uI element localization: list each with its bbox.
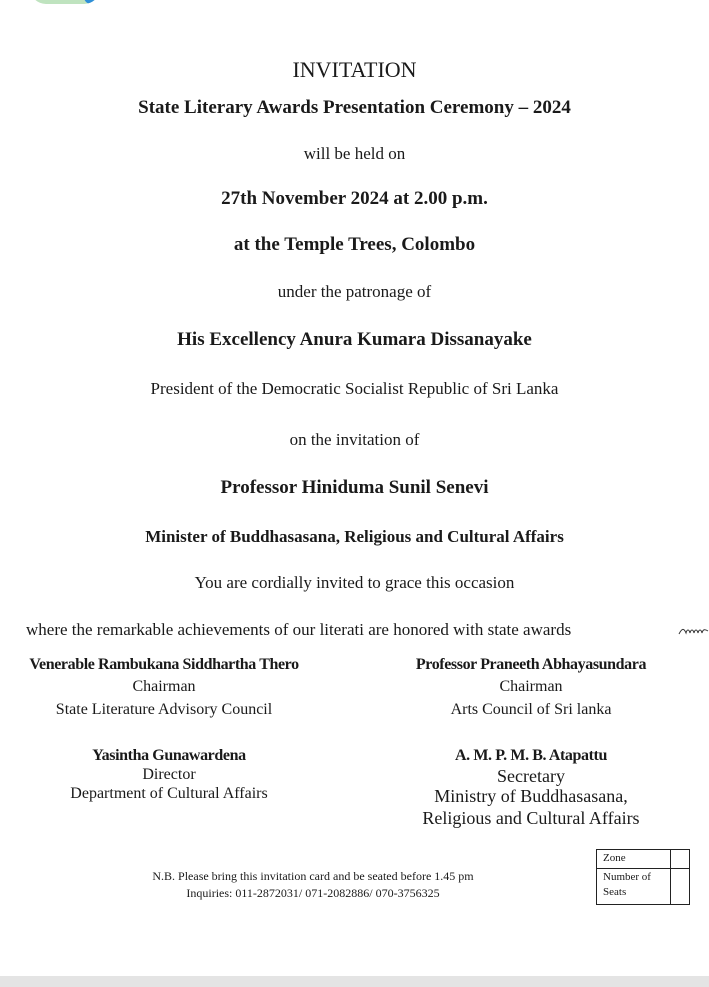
patron-name: His Excellency Anura Kumara Dissanayake — [177, 329, 532, 350]
seats-label: Number of Seats — [597, 869, 671, 905]
signatory-org: State Literature Advisory Council — [55, 701, 273, 718]
seats-value — [671, 869, 690, 905]
signatory-block-left-top — [8, 656, 320, 719]
signatory-org-line1: Ministry of Buddhasasana, — [434, 786, 628, 806]
zone-value — [671, 850, 690, 869]
signatory-name: Yasintha Gunawardena — [92, 747, 246, 764]
footer-note: N.B. Please bring this invitation card and be seated before 1.45 pm — [152, 869, 474, 883]
logo-fragment — [30, 0, 100, 4]
achievements-line: where the remarkable achievements of our literati are honored with state awards — [26, 620, 572, 639]
signatory-name: Venerable Rambukana Siddhartha Thero — [29, 656, 299, 673]
signatory-name: A. M. P. M. B. Atapattu — [455, 747, 607, 764]
signatory-org: Department of Cultural Affairs — [70, 785, 268, 802]
signatory-role: Secretary — [497, 766, 565, 786]
invitation-of-text: on the invitation of — [289, 430, 420, 449]
patronage-text: under the patronage of — [277, 282, 432, 301]
signatory-org: Arts Council of Sri lanka — [450, 701, 612, 718]
event-venue: at the Temple Trees, Colombo — [233, 234, 476, 255]
host-name: Professor Hiniduma Sunil Senevi — [220, 477, 489, 498]
seat-allocation-box — [596, 849, 690, 905]
signatory-block-right-top — [386, 656, 676, 719]
cordial-line: You are cordially invited to grace this occasion — [194, 573, 515, 592]
signatory-block-left-bottom — [30, 747, 308, 803]
page-bottom-edge — [0, 976, 709, 987]
held-on-text: will be held on — [303, 144, 406, 163]
zone-label: Zone — [597, 850, 671, 869]
signatory-role: Chairman — [132, 678, 196, 695]
flourish-ornament — [678, 624, 709, 636]
footer-inquiries: Inquiries: 011-2872031/ 071-2082886/ 070-3756325 — [186, 886, 440, 900]
event-date-time: 27th November 2024 at 2.00 p.m. — [221, 188, 488, 209]
signatory-name: Professor Praneeth Abhayasundara — [415, 656, 647, 673]
signatory-role: Chairman — [499, 678, 563, 695]
signatory-block-right-bottom — [396, 747, 666, 829]
event-title: State Literary Awards Presentation Ceremony – 2024 — [138, 97, 571, 118]
patron-title: President of the Democratic Socialist Republic of Sri Lanka — [150, 379, 559, 398]
signatory-role: Director — [142, 766, 196, 783]
signatory-org-line2: Religious and Cultural Affairs — [422, 808, 640, 828]
host-title: Minister of Buddhasasana, Religious and Cultural Affairs — [145, 527, 564, 546]
invitation-heading: INVITATION — [292, 57, 417, 82]
